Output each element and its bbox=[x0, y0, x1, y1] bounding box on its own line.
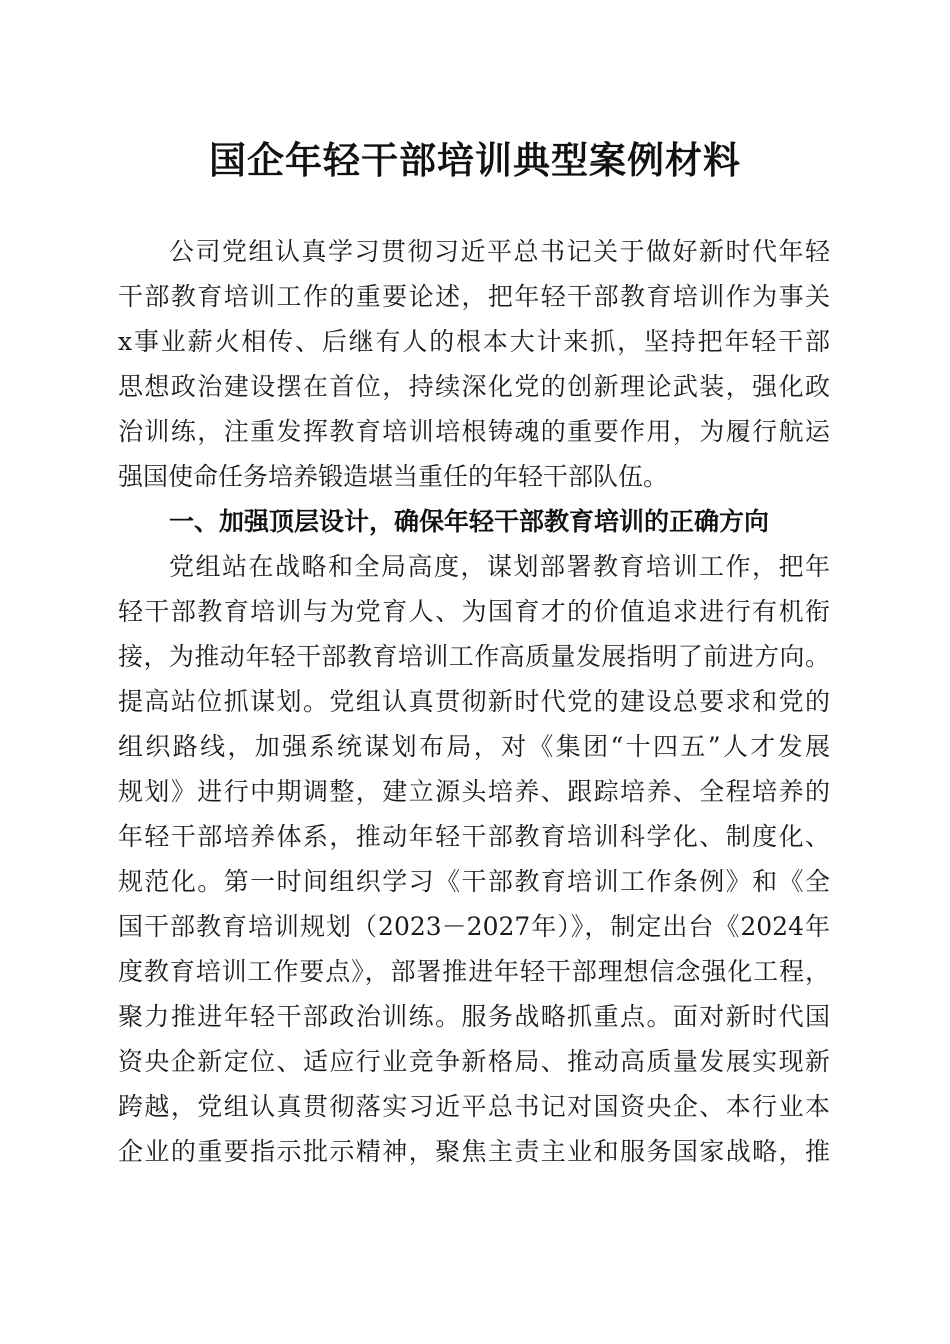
paragraph-line: 度教育培训工作要点》，部署推进年轻干部理想信念强化工程， bbox=[118, 957, 830, 986]
paragraph-line: 干部教育培训工作的重要论述，把年轻干部教育培训作为事关 bbox=[118, 282, 830, 311]
paragraph-line: x事业薪火相传、后继有人的根本大计来抓，坚持把年轻干部 bbox=[118, 327, 830, 356]
paragraph-line: 规划》进行中期调整，建立源头培养、跟踪培养、全程培养的 bbox=[118, 777, 830, 806]
paragraph-line: 资央企新定位、适应行业竞争新格局、推动高质量发展实现新 bbox=[118, 1047, 830, 1076]
paragraph-line: 强国使命任务培养锻造堪当重任的年轻干部队伍。 bbox=[118, 462, 669, 491]
paragraph-line: 年轻干部培养体系，推动年轻干部教育培训科学化、制度化、 bbox=[118, 822, 830, 851]
paragraph-line: 企业的重要指示批示精神，聚焦主责主业和服务国家战略，推 bbox=[118, 1137, 830, 1166]
document-title: 国企年轻干部培训典型案例材料 bbox=[209, 138, 741, 182]
paragraph-line: 思想政治建设摆在首位，持续深化党的创新理论武装，强化政 bbox=[118, 372, 830, 401]
paragraph-line: 提高站位抓谋划。党组认真贯彻新时代党的建设总要求和党的 bbox=[118, 687, 830, 716]
paragraph-line: 跨越，党组认真贯彻落实习近平总书记对国资央企、本行业本 bbox=[118, 1092, 830, 1121]
paragraph-line: 治训练，注重发挥教育培训培根铸魂的重要作用，为履行航运 bbox=[118, 417, 830, 446]
paragraph-line: 国干部教育培训规划（2023－2027年）》，制定出台《2024年 bbox=[118, 912, 830, 941]
paragraph-line: 组织路线，加强系统谋划布局，对《集团“十四五”人才发展 bbox=[118, 732, 830, 761]
paragraph-line: 轻干部教育培训与为党育人、为国育才的价值追求进行有机衔 bbox=[118, 597, 830, 626]
section-heading: 一、加强顶层设计，确保年轻干部教育培训的正确方向 bbox=[169, 507, 770, 536]
paragraph-line: 规范化。第一时间组织学习《干部教育培训工作条例》和《全 bbox=[118, 867, 830, 896]
paragraph-line: 接，为推动年轻干部教育培训工作高质量发展指明了前进方向。 bbox=[118, 642, 830, 671]
paragraph-line: 党组站在战略和全局高度，谋划部署教育培训工作，把年 bbox=[169, 552, 830, 581]
paragraph-line: 公司党组认真学习贯彻习近平总书记关于做好新时代年轻 bbox=[169, 237, 830, 266]
paragraph-line: 聚力推进年轻干部政治训练。服务战略抓重点。面对新时代国 bbox=[118, 1002, 830, 1031]
